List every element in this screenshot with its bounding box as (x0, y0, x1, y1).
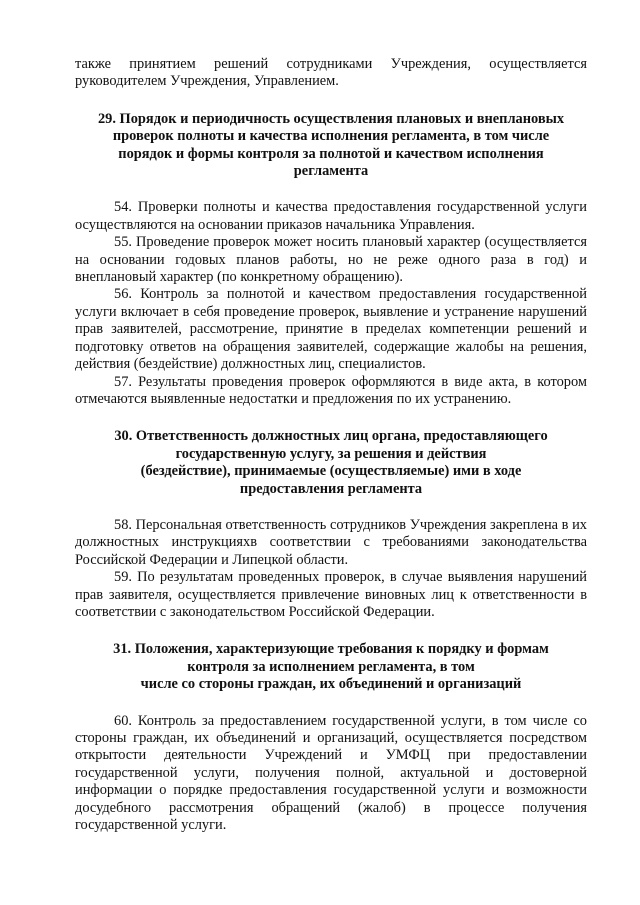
section-31-body (75, 713, 587, 835)
section-29-heading (75, 111, 587, 181)
heading-line: регламента (293, 163, 369, 180)
section-29-body (75, 199, 587, 408)
heading-line: предоставления регламента (239, 480, 423, 497)
heading-line: 30. Ответственность должностных лиц органа, предоставляющего (114, 428, 548, 445)
section-31-heading (75, 641, 587, 693)
document-page (75, 56, 587, 834)
paragraph-59: 59. По результатам проведенных проверок, в случае выявления нарушений прав заявителя, осуществляется привлечение виновных лиц к ответственности в соответствии с законодательством Российской Федерации. (75, 569, 587, 620)
heading-line: государственную услугу, за решения и действия (175, 445, 487, 462)
intro-paragraph: также принятием решений сотрудниками Учреждения, осуществляется руководителем Учреждения, Управлением. (75, 56, 587, 90)
heading-line: (бездействие), принимаемые (осуществляемые) ими в ходе (140, 463, 522, 480)
paragraph-57: 57. Результаты проведения проверок оформляются в виде акта, в котором отмечаются выявленные недостатки и предложения по их устранению. (75, 373, 587, 407)
heading-line: 31. Положения, характеризующие требования к порядку и формам (113, 641, 549, 658)
heading-line: проверок полноты и качества исполнения регламента, в том числе (112, 128, 550, 145)
heading-line: числе со стороны граждан, их объединений и организаций (140, 676, 522, 693)
paragraph-55: 55. Проведение проверок может носить плановый характер (осуществляется на основании годовых планов работы, но не реже одного раза в год) и внеплановый характер (по конкретному обращению). (75, 234, 587, 286)
heading-line: порядок и формы контроля за полнотой и качеством исполнения (118, 145, 544, 162)
section-30-body (75, 517, 587, 621)
paragraph-54: 54. Проверки полноты и качества предоставления государственной услуги осуществляются на основании приказов начальника Управления. (75, 199, 587, 233)
section-30-heading (75, 428, 587, 498)
paragraph-58: 58. Персональная ответственность сотрудников Учреждения закреплена в их должностных инструкцияхв соответствии с требованиями законодательства Российской Федерации и Липецкой области. (75, 516, 587, 568)
paragraph-56: 56. Контроль за полнотой и качеством предоставления государственной услуги включает в себя проведение проверок, выявление и устранение нарушений прав заявителей, рассмотрение, принятие в пределах компетенции решений и подготовку ответов на обращения заявителей, содержащие жалобы на решения, действия (бездействие) должностных лиц, специалистов. (75, 286, 587, 373)
heading-line: контроля за исполнением регламента, в том (187, 658, 475, 675)
heading-line: 29. Порядок и периодичность осуществления плановых и внеплановых (97, 110, 565, 127)
paragraph-60: 60. Контроль за предоставлением государственной услуги, в том числе со стороны граждан, их объединений и организаций, осуществляется посредством открытости деятельности Учреждений и УМФЦ при предоставлении государственной услуги, получения полной, актуальной и достоверной информации о порядке предоставления государственной услуги и возможности досудебного рассмотрения обращений (жалоб) в процессе получения государственной услуги. (75, 712, 587, 834)
